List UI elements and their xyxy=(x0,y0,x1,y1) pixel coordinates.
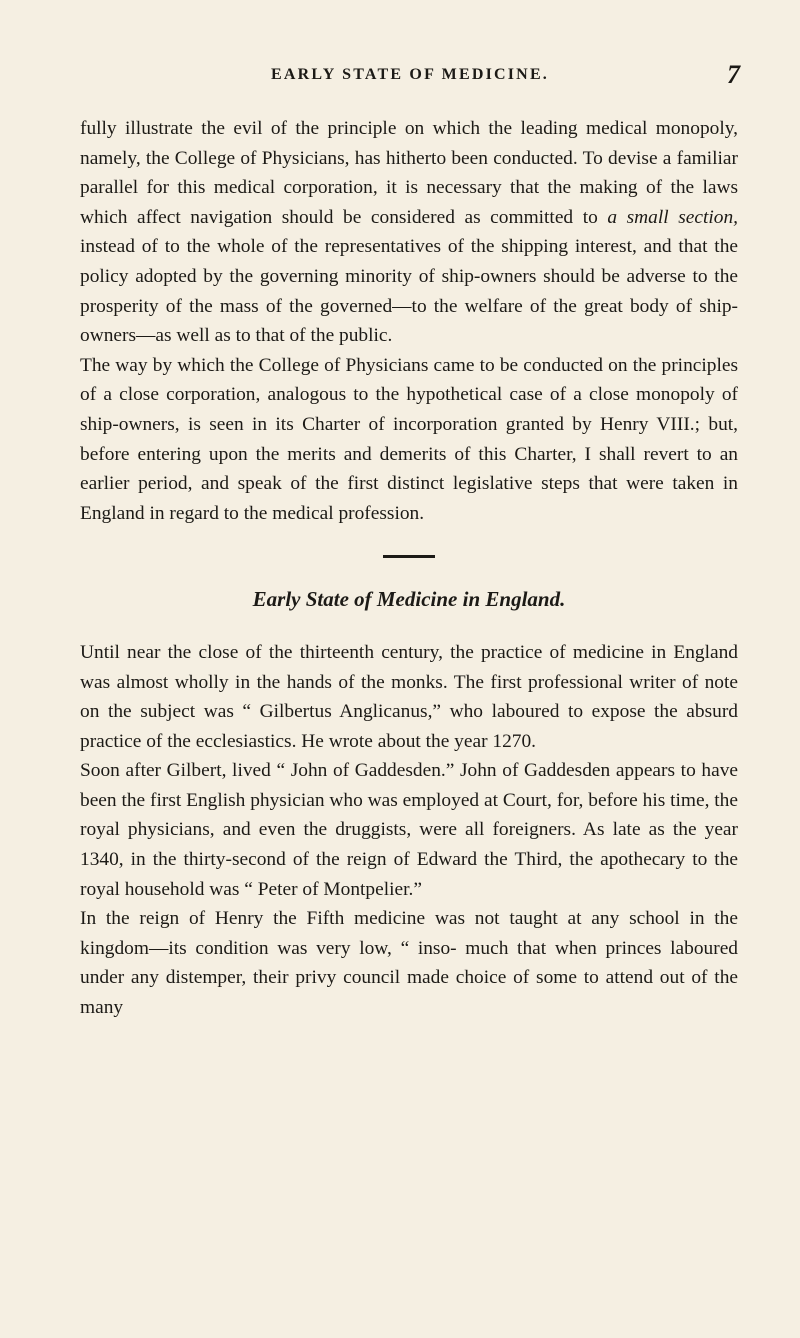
paragraph-3: Until near the close of the thirteenth century, the practice of medicine in England was almost wholly in the hands of the monks. The first professional writer of note on the subject was “ Gilbertus Anglicanus,” who laboured to expose the absurd practice of the ecclesiastics. He wrote about the year 1270. xyxy=(80,641,738,752)
paragraph-4: Soon after Gilbert, lived “ John of Gaddesden.” John of Gaddesden appears to have been the first English physician who was employed at Court, for, before his time, the royal physicians, and even the druggists, were all foreigners. As late as the year 1340, in the thirty-second of the reign of Edward the Third, the apothecary to the royal household was “ Peter of Montpelier.” xyxy=(80,760,738,900)
paragraph-1-start: fully illustrate the evil of the principle on which the leading medical monopoly, namely, the College of Physicians, has hitherto been conducted. To devise a familiar parallel for this medical corporation, it is necessary that the making of the laws which affect navigation should be considered as committed to xyxy=(80,118,738,228)
emphasis-small-section: a small section, xyxy=(607,206,738,228)
section-heading: Early State of Medicine in England. xyxy=(252,587,566,612)
page-number: 7 xyxy=(727,60,740,89)
paragraph-5: In the reign of Henry the Fifth medicine was not taught at any school in the kingdom—its condition was very low, “ inso- much that when princes laboured under any distemper, their privy council made choice of some to attend out of the many xyxy=(80,908,738,1019)
running-title: EARLY STATE OF MEDICINE. xyxy=(270,66,550,83)
section-divider xyxy=(383,555,435,558)
paragraph-2: The way by which the College of Physicians came to be conducted on the principles of a close corporation, analogous to the hypothetical case of a close monopoly of ship-owners, is seen in its Charter of incorporation granted by Henry VIII.; but, before entering upon the merits and demerits of this Charter, I shall revert to an earlier period, and speak of the first distinct legislative steps that were taken in England in regard to the medical profession. xyxy=(80,354,738,524)
body-text xyxy=(80,114,738,1023)
paragraph-1 xyxy=(80,114,738,351)
running-head xyxy=(80,60,740,100)
paragraph-1-end: instead of to the whole of the representatives of the shipping interest, and that the policy adopted by the governing minority of ship-owners should be adverse to the prosperity of the mass of the governed—to the welfare of the great body of ship-owners—as well as to that of the public. xyxy=(80,236,738,347)
